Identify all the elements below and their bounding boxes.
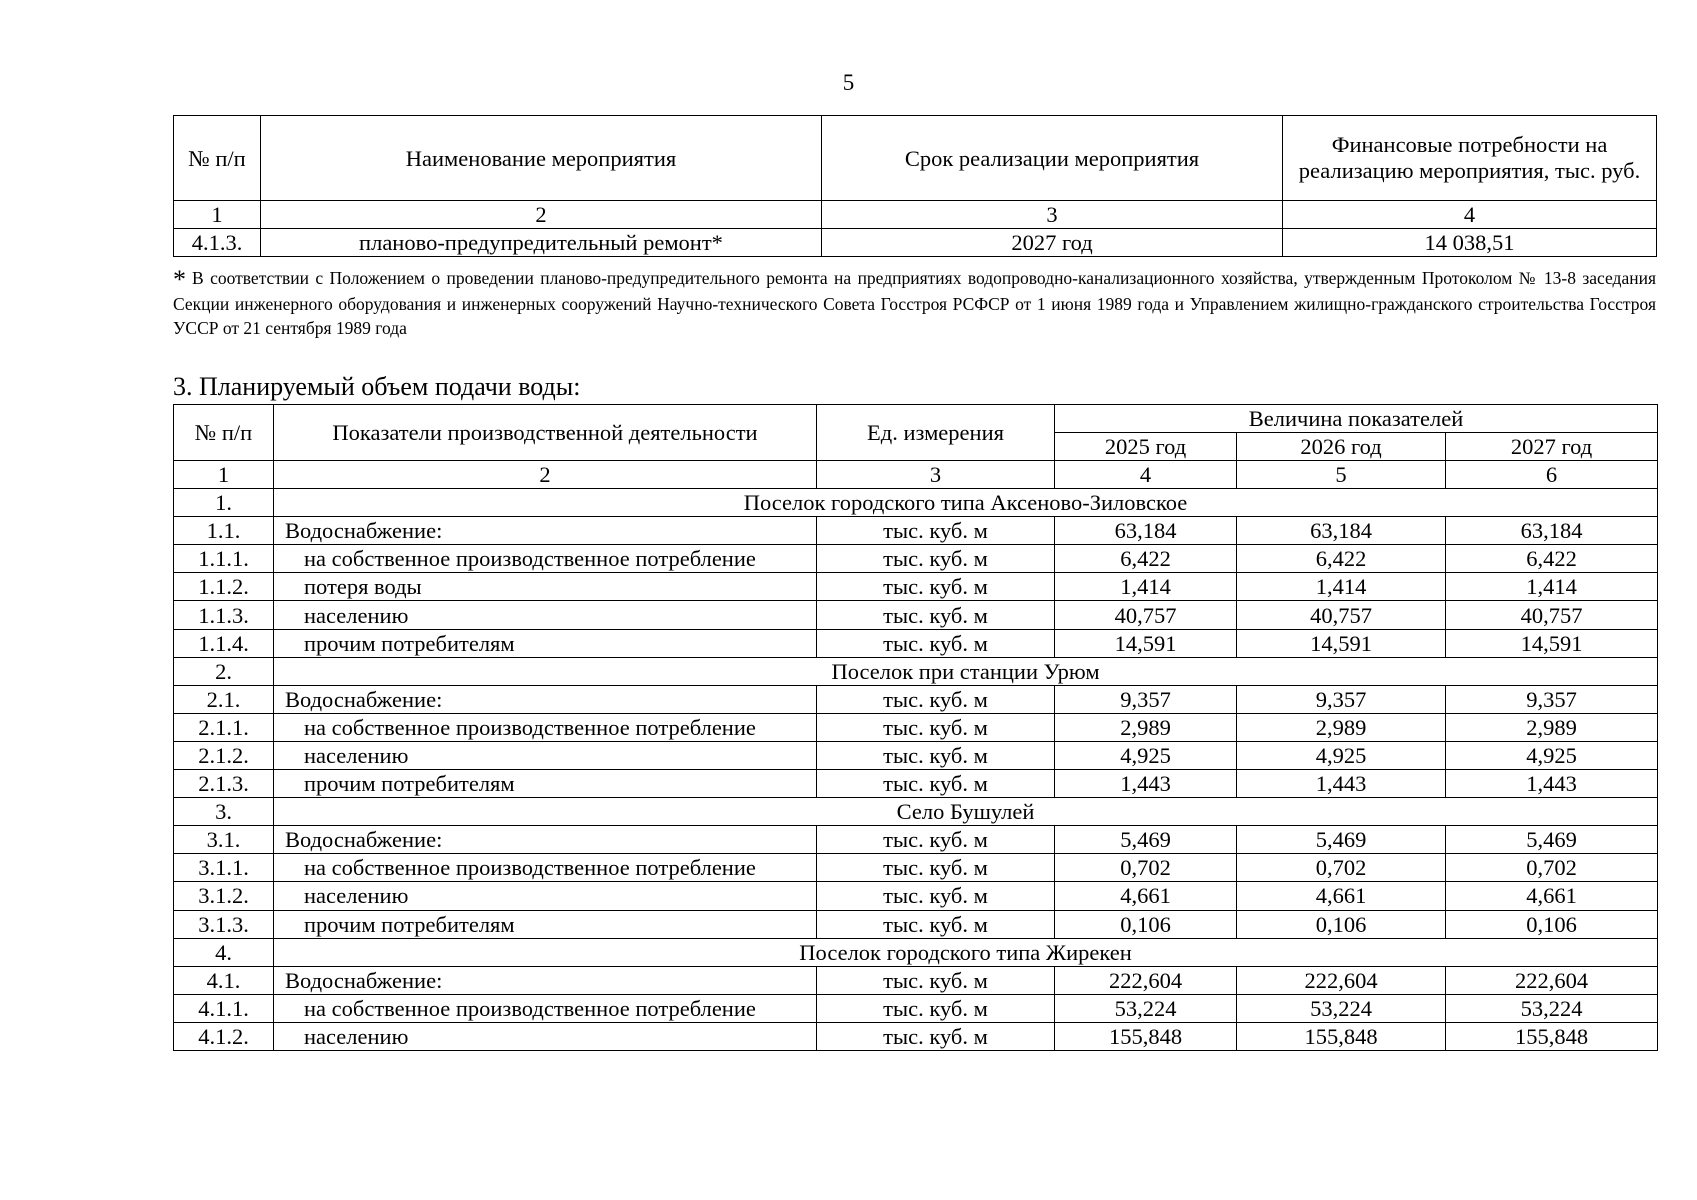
row-indicator: Водоснабжение: — [274, 517, 817, 545]
row-value-2027: 155,848 — [1446, 1022, 1658, 1050]
group-title: Поселок при станции Урюм — [274, 657, 1658, 685]
water-table-column-numbers — [174, 461, 1658, 489]
row-value-2026: 1,414 — [1237, 573, 1446, 601]
row-value-2025: 63,184 — [1055, 517, 1237, 545]
row-value-2025: 1,443 — [1055, 770, 1237, 798]
events-table-header — [174, 116, 1657, 201]
row-value-2026: 4,925 — [1237, 741, 1446, 769]
row-term: 2027 год — [822, 229, 1283, 257]
row-value-2025: 1,414 — [1055, 573, 1237, 601]
row-unit: тыс. куб. м — [817, 1022, 1055, 1050]
row-num: 3.1.3. — [174, 910, 274, 938]
row-num: 4.1.2. — [174, 1022, 274, 1050]
group-num: 1. — [174, 489, 274, 517]
header-unit: Ед. измерения — [817, 405, 1055, 461]
table-row — [174, 1022, 1658, 1050]
column-number: 3 — [822, 201, 1283, 229]
row-unit: тыс. куб. м — [817, 601, 1055, 629]
table-row — [174, 573, 1658, 601]
table-row — [174, 601, 1658, 629]
row-unit: тыс. куб. м — [817, 910, 1055, 938]
row-unit: тыс. куб. м — [817, 629, 1055, 657]
row-value-2026: 222,604 — [1237, 966, 1446, 994]
column-number: 2 — [261, 201, 822, 229]
table-row — [174, 229, 1657, 257]
row-indicator: на собственное производственное потребление — [274, 994, 817, 1022]
row-value-2026: 155,848 — [1237, 1022, 1446, 1050]
row-unit: тыс. куб. м — [817, 713, 1055, 741]
table-row — [174, 770, 1658, 798]
row-indicator: Водоснабжение: — [274, 685, 817, 713]
row-num: 2.1. — [174, 685, 274, 713]
row-value-2025: 4,661 — [1055, 882, 1237, 910]
row-unit: тыс. куб. м — [817, 994, 1055, 1022]
table-row — [174, 629, 1658, 657]
table-row — [174, 910, 1658, 938]
column-number: 1 — [174, 461, 274, 489]
row-value-2026: 1,443 — [1237, 770, 1446, 798]
row-value-2027: 63,184 — [1446, 517, 1658, 545]
row-value-2026: 0,106 — [1237, 910, 1446, 938]
row-value-2026: 53,224 — [1237, 994, 1446, 1022]
row-num: 1.1.1. — [174, 545, 274, 573]
group-title: Село Бушулей — [274, 798, 1658, 826]
table-row — [174, 517, 1658, 545]
group-row — [174, 489, 1658, 517]
table-row — [174, 826, 1658, 854]
row-unit: тыс. куб. м — [817, 966, 1055, 994]
row-value-2026: 2,989 — [1237, 713, 1446, 741]
row-value-2025: 53,224 — [1055, 994, 1237, 1022]
row-indicator: прочим потребителям — [274, 629, 817, 657]
header-year-2027: 2027 год — [1446, 433, 1658, 461]
row-event-name: планово-предупредительный ремонт* — [261, 229, 822, 257]
row-indicator: прочим потребителям — [274, 910, 817, 938]
group-title: Поселок городского типа Аксеново-Зиловское — [274, 489, 1658, 517]
table-row — [174, 994, 1658, 1022]
row-num: 4.1.1. — [174, 994, 274, 1022]
row-unit: тыс. куб. м — [817, 826, 1055, 854]
row-value-2026: 4,661 — [1237, 882, 1446, 910]
table-row — [174, 685, 1658, 713]
table-row — [174, 854, 1658, 882]
group-title: Поселок городского типа Жирекен — [274, 938, 1658, 966]
footnote-text: В соответствии с Положением о проведении планово-предупредительного ремонта на предприятиях водопроводно-канализационного хозяйства, утвержденным Протоколом № 13-8 заседания Секции инженерного оборудования и инженерных сооружений Научно-технического Совета Госстроя РСФСР от 1 июня 1989 года и Управлением жилищно-гражданского строительства Госстроя УССР от 21 сентября 1989 года — [173, 268, 1656, 338]
row-num: 1.1.4. — [174, 629, 274, 657]
row-num: 1.1.3. — [174, 601, 274, 629]
events-table — [173, 115, 1657, 257]
row-num: 4.1. — [174, 966, 274, 994]
footnote — [173, 266, 1656, 340]
row-num: 3.1. — [174, 826, 274, 854]
row-indicator: Водоснабжение: — [274, 966, 817, 994]
group-num: 3. — [174, 798, 274, 826]
row-value-2027: 5,469 — [1446, 826, 1658, 854]
row-value-2025: 222,604 — [1055, 966, 1237, 994]
column-number: 2 — [274, 461, 817, 489]
row-indicator: на собственное производственное потребление — [274, 713, 817, 741]
section-title: 3. Планируемый объем подачи воды: — [173, 372, 581, 401]
row-value-2026: 63,184 — [1237, 517, 1446, 545]
row-value-2025: 40,757 — [1055, 601, 1237, 629]
row-num: 2.1.2. — [174, 741, 274, 769]
header-cost: Финансовые потребности на реализацию мероприятия, тыс. руб. — [1283, 116, 1657, 201]
row-value-2027: 1,443 — [1446, 770, 1658, 798]
row-indicator: прочим потребителям — [274, 770, 817, 798]
row-indicator: на собственное производственное потребление — [274, 545, 817, 573]
water-table-header — [174, 405, 1658, 433]
table-row — [174, 545, 1658, 573]
table-row — [174, 713, 1658, 741]
row-value-2025: 6,422 — [1055, 545, 1237, 573]
row-unit: тыс. куб. м — [817, 882, 1055, 910]
row-value-2026: 6,422 — [1237, 545, 1446, 573]
table-row — [174, 966, 1658, 994]
row-value-2027: 40,757 — [1446, 601, 1658, 629]
row-indicator: населению — [274, 601, 817, 629]
header-year-2026: 2026 год — [1237, 433, 1446, 461]
row-unit: тыс. куб. м — [817, 517, 1055, 545]
row-value-2025: 5,469 — [1055, 826, 1237, 854]
row-indicator: на собственное производственное потребление — [274, 854, 817, 882]
header-indicator: Показатели производственной деятельности — [274, 405, 817, 461]
row-unit: тыс. куб. м — [817, 545, 1055, 573]
header-num: № п/п — [174, 405, 274, 461]
group-num: 4. — [174, 938, 274, 966]
row-value-2026: 9,357 — [1237, 685, 1446, 713]
row-unit: тыс. куб. м — [817, 573, 1055, 601]
row-value-2027: 1,414 — [1446, 573, 1658, 601]
table-row — [174, 741, 1658, 769]
row-value-2026: 14,591 — [1237, 629, 1446, 657]
row-unit: тыс. куб. м — [817, 685, 1055, 713]
row-cost: 14 038,51 — [1283, 229, 1657, 257]
row-value-2025: 14,591 — [1055, 629, 1237, 657]
row-indicator: потеря воды — [274, 573, 817, 601]
row-value-2027: 6,422 — [1446, 545, 1658, 573]
row-num: 2.1.3. — [174, 770, 274, 798]
column-number: 1 — [174, 201, 261, 229]
row-value-2027: 2,989 — [1446, 713, 1658, 741]
row-value-2027: 14,591 — [1446, 629, 1658, 657]
water-supply-table — [173, 404, 1658, 1051]
header-term: Срок реализации мероприятия — [822, 116, 1283, 201]
column-number: 5 — [1237, 461, 1446, 489]
row-value-2025: 0,106 — [1055, 910, 1237, 938]
row-value-2027: 4,661 — [1446, 882, 1658, 910]
header-event-name: Наименование мероприятия — [261, 116, 822, 201]
row-value-2025: 4,925 — [1055, 741, 1237, 769]
column-number: 4 — [1055, 461, 1237, 489]
row-unit: тыс. куб. м — [817, 770, 1055, 798]
row-value-2027: 0,106 — [1446, 910, 1658, 938]
row-value-2025: 9,357 — [1055, 685, 1237, 713]
events-table-column-numbers — [174, 201, 1657, 229]
row-indicator: Водоснабжение: — [274, 826, 817, 854]
page-number: 5 — [842, 70, 855, 95]
row-value-2026: 40,757 — [1237, 601, 1446, 629]
column-number: 3 — [817, 461, 1055, 489]
row-value-2027: 53,224 — [1446, 994, 1658, 1022]
row-indicator: населению — [274, 741, 817, 769]
row-value-2027: 0,702 — [1446, 854, 1658, 882]
group-row — [174, 657, 1658, 685]
row-unit: тыс. куб. м — [817, 741, 1055, 769]
row-num: 3.1.1. — [174, 854, 274, 882]
row-value-2027: 222,604 — [1446, 966, 1658, 994]
group-row — [174, 798, 1658, 826]
row-indicator: населению — [274, 1022, 817, 1050]
column-number: 6 — [1446, 461, 1658, 489]
row-value-2027: 4,925 — [1446, 741, 1658, 769]
header-values-group: Величина показателей — [1055, 405, 1658, 433]
group-num: 2. — [174, 657, 274, 685]
row-num: 2.1.1. — [174, 713, 274, 741]
table-row — [174, 882, 1658, 910]
column-number: 4 — [1283, 201, 1657, 229]
footnote-star: * — [173, 265, 186, 294]
row-num: 1.1.2. — [174, 573, 274, 601]
header-year-2025: 2025 год — [1055, 433, 1237, 461]
row-num: 1.1. — [174, 517, 274, 545]
row-value-2027: 9,357 — [1446, 685, 1658, 713]
row-value-2026: 5,469 — [1237, 826, 1446, 854]
row-value-2025: 0,702 — [1055, 854, 1237, 882]
row-num: 4.1.3. — [174, 229, 261, 257]
group-row — [174, 938, 1658, 966]
row-value-2025: 155,848 — [1055, 1022, 1237, 1050]
row-value-2026: 0,702 — [1237, 854, 1446, 882]
row-unit: тыс. куб. м — [817, 854, 1055, 882]
row-value-2025: 2,989 — [1055, 713, 1237, 741]
row-indicator: населению — [274, 882, 817, 910]
row-num: 3.1.2. — [174, 882, 274, 910]
header-num: № п/п — [174, 116, 261, 201]
